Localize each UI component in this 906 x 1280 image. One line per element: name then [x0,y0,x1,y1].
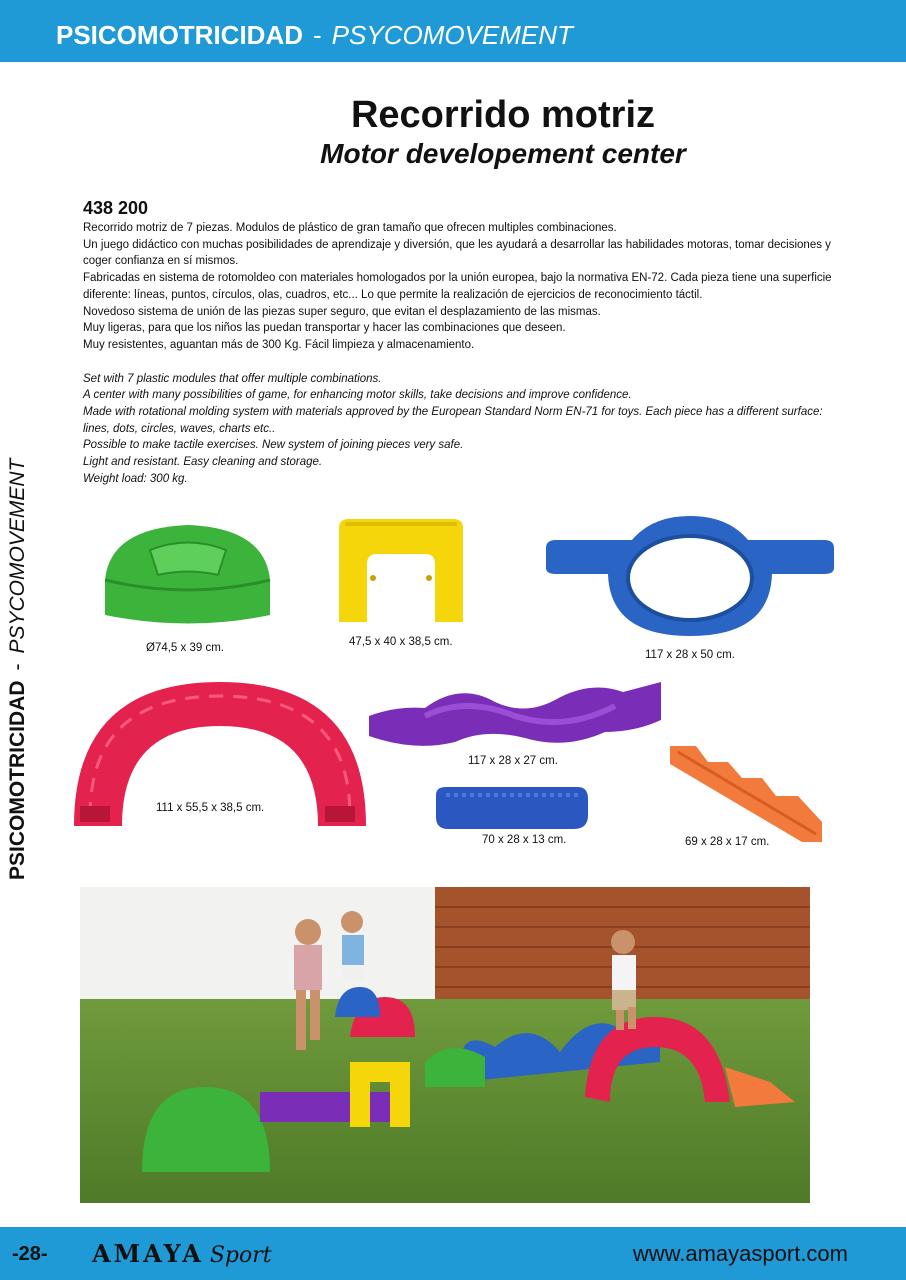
description-es-line: Fabricadas en sistema de rotomoldeo con materiales homologados por la unión europea, bajo la normativa EN-72. Cada pieza tiene una superficie diferente: líneas, puntos, círculos, olas, cuadros, etc... Lo que permite la realización de ejercicios de reconocimiento táctil. [83,272,832,301]
page-number: -28- [12,1243,48,1265]
footer-bar [0,1227,906,1280]
blue-step-icon [432,785,592,831]
piece-dimension: Ø74,5 x 39 cm. [146,642,224,654]
description-en-line: Weight load: 300 kg. [83,472,188,485]
children-playing-photo [80,887,810,1203]
description-es-line: Muy resistentes, aguantan más de 300 Kg. Fácil limpieza y almacenamiento. [83,338,475,351]
header-bar [0,0,906,62]
description-en-line: A center with many possibilities of game, for enhancing motor skills, take decisions and improve confidence. [83,389,632,402]
blue-ring-icon [542,512,837,642]
page-subtitle: Motor developement center [320,138,686,169]
section-title: PSICOMOTRICIDAD - PSYCOMOVEMENT [56,20,573,50]
product-code: 438 200 [83,198,149,218]
description-es-line: Novedoso sistema de unión de las piezas super seguro, que evitan el desplazamiento de las mismas. [83,305,601,318]
piece-dimension: 117 x 28 x 27 cm. [468,755,558,767]
piece-dimension: 70 x 28 x 13 cm. [482,834,567,846]
page-title: Recorrido motriz [350,94,656,136]
amaya-sport-logo: AMAYA Sport [92,1239,272,1268]
yellow-tunnel-icon [335,516,467,626]
description-es-line: Muy ligeras, para que los niños las puedan transportar y hacer las combinaciones que deseen. [83,322,566,335]
website-link[interactable]: www.amayasport.com [632,1241,848,1266]
green-dome-icon [100,520,275,630]
side-section-label: PSICOMOTRICIDAD-PSYCOMOVEMENT [6,458,29,880]
piece-dimension: 69 x 28 x 17 cm. [685,836,770,848]
description-es-line: Un juego didáctico con muchas posibilidades de aprendizaje y diversión, que les ayudará a desarrollar las habilidades motoras, tomar decisiones y coger confianza en sí mismos. [83,238,831,268]
piece-dimension: 111 x 55,5 x 38,5 cm. [156,802,265,814]
description-en-line: Light and resistant. Easy cleaning and storage. [83,456,323,469]
description-es-line: Recorrido motriz de 7 piezas. Modulos de plástico de gran tamaño que ofrecen multiples combinaciones. [83,222,617,234]
description-en-line: Possible to make tactile exercises. New system of joining pieces very safe. [83,439,464,452]
piece-dimension: 117 x 28 x 50 cm. [645,649,735,661]
description-en-line: Made with rotational molding system with materials approved by the European Standard Norm EN-71 for toys. Each piece has a different surface: lines, dots, circles, waves, charts etc.. [83,406,823,435]
description-en-line: Set with 7 plastic modules that offer multiple combinations. [83,372,382,385]
purple-wave-beam-icon [365,676,665,752]
product-description [83,220,843,488]
piece-dimension: 47,5 x 40 x 38,5 cm. [349,636,453,648]
orange-stairs-icon [666,742,826,846]
